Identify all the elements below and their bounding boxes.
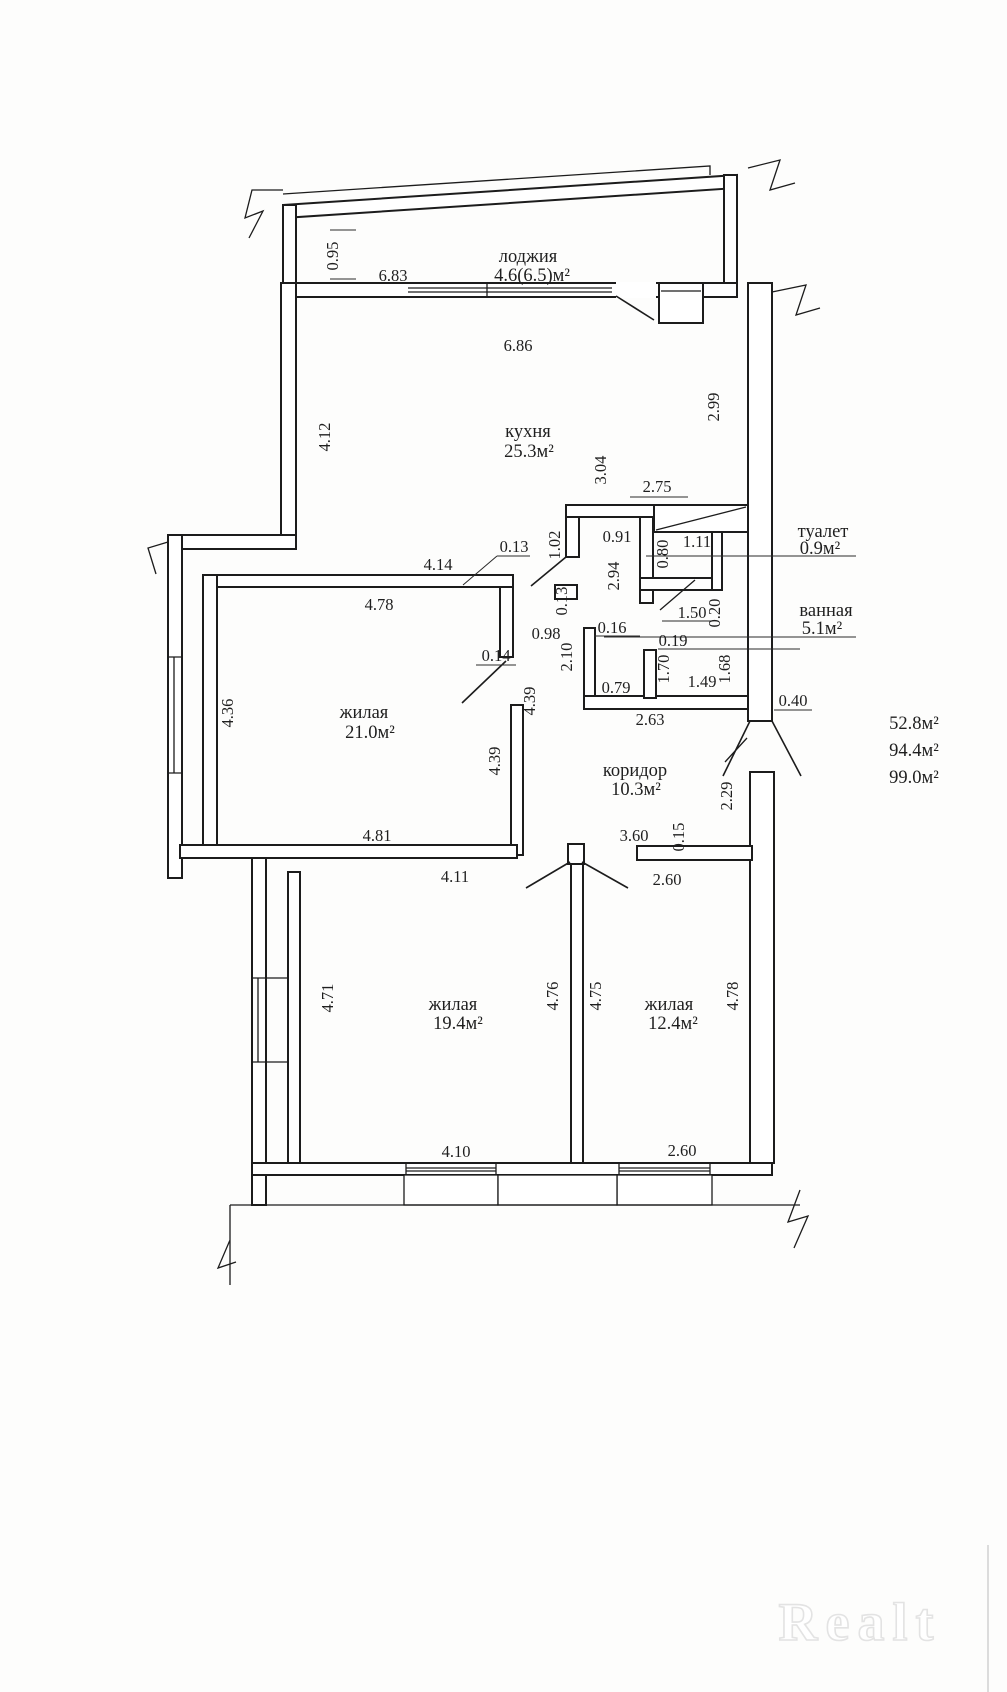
room-area-loggia: 4.6(6.5)м² (494, 266, 570, 286)
room-area-living-large: 21.0м² (345, 723, 395, 743)
dim-bath-170: 1.70 (654, 654, 673, 684)
dim-room1-niche: 0.14 (481, 646, 511, 665)
room-label-living-large: жилая (339, 703, 389, 723)
room-area-living-mid: 19.4м² (433, 1014, 483, 1034)
dim-bath-079: 0.79 (601, 678, 631, 697)
dim-corridor-door: 2.60 (652, 870, 682, 889)
dim-wc-width: 1.11 (682, 532, 712, 551)
dim-corridor-right: 2.29 (717, 781, 736, 811)
total-area-line-1: 52.8м² (889, 714, 939, 734)
dim-room1-right-b: 4.39 (485, 746, 504, 776)
dim-closet-width: 0.91 (602, 527, 632, 546)
dim-bath-width: 1.49 (687, 672, 717, 691)
dim-room3-right: 4.78 (723, 981, 742, 1011)
dim-bath-left: 2.10 (557, 642, 576, 672)
room-label-kitchen: кухня (505, 422, 551, 442)
total-area-line-3: 99.0м² (889, 768, 939, 788)
dim-bath-bottom: 2.63 (635, 710, 665, 729)
total-area-line-2: 94.4м² (889, 741, 939, 761)
dim-closet-left: 1.02 (545, 530, 564, 560)
dim-kitchen-right: 2.99 (704, 392, 723, 422)
dim-wc-depth: 0.80 (653, 539, 672, 569)
dim-bath-019: 0.19 (658, 631, 688, 650)
room-label-toilet: туалет (797, 522, 849, 542)
dim-entrance: 0.40 (778, 691, 808, 710)
dim-room1-bottom-in: 4.81 (362, 826, 392, 845)
dim-room1-top-out: 4.14 (423, 555, 453, 574)
dim-bath-016: 0.16 (597, 618, 627, 637)
dim-wall-013-b: 0.13 (552, 586, 571, 616)
dim-kitchen-left: 4.12 (315, 422, 334, 452)
dim-kitchen-window: 6.86 (503, 336, 533, 355)
room-label-living-small: жилая (644, 995, 694, 1015)
dim-closet-depth: 2.94 (604, 561, 623, 591)
room-area-toilet: 0.9м² (799, 539, 841, 559)
room-area-bathroom: 5.1м² (801, 619, 843, 639)
dim-corridor-width: 3.60 (619, 826, 649, 845)
room-label-bathroom: ванная (799, 601, 853, 621)
room-label-living-mid: жилая (428, 995, 478, 1015)
room-area-living-small: 12.4м² (648, 1014, 698, 1034)
realt-watermark: Realt (778, 1592, 942, 1652)
dim-kitchen-mid-v: 3.04 (591, 455, 610, 485)
room-area-kitchen: 25.3м² (504, 442, 554, 462)
dim-balcony-length: 6.83 (378, 266, 408, 285)
room-label-corridor: коридор (602, 761, 668, 781)
room-label-loggia: лоджия (498, 247, 558, 267)
dim-bath-right: 1.68 (715, 654, 734, 684)
dim-wall-013-a: 0.13 (499, 537, 529, 556)
dim-room3-bottom: 2.60 (667, 1141, 697, 1160)
dim-room1-bottom-out: 4.11 (440, 867, 470, 886)
dim-balcony-depth: 0.95 (323, 241, 342, 271)
dim-room2-bottom: 4.10 (441, 1142, 471, 1161)
break-marks (148, 160, 820, 1285)
dim-wall-020: 0.20 (705, 598, 724, 628)
room-area-corridor: 10.3м² (611, 780, 661, 800)
dim-room1-left: 4.36 (218, 698, 237, 728)
dim-wc-door: 1.50 (677, 603, 707, 622)
dim-room1-top-in: 4.78 (364, 595, 394, 614)
dim-room1-right-a: 4.39 (520, 686, 539, 716)
dim-wall-015: 0.15 (669, 822, 688, 852)
dim-room2-mid: 4.76 (543, 981, 562, 1011)
dim-passage: 0.98 (531, 624, 561, 643)
dim-room2-left: 4.71 (318, 983, 337, 1013)
dim-kitchen-mid-h: 2.75 (642, 477, 672, 496)
dim-room3-mid: 4.75 (586, 981, 605, 1011)
